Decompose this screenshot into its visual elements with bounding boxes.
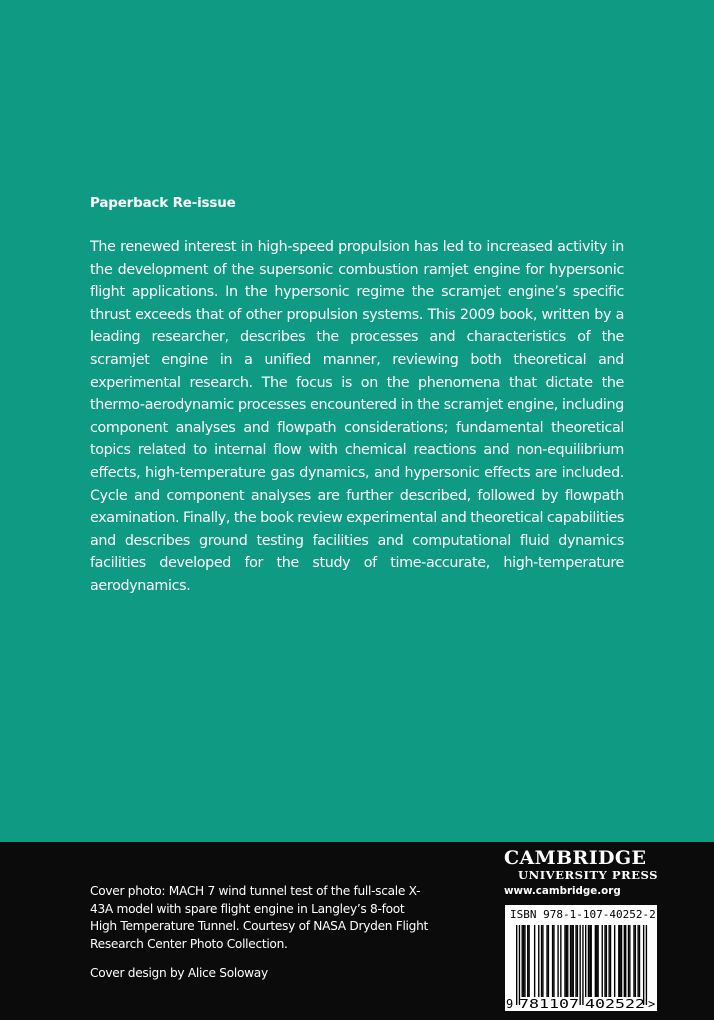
barcode-bar bbox=[629, 925, 630, 997]
barcode-bar bbox=[621, 925, 622, 997]
barcode-digits-right: 402522 bbox=[585, 997, 645, 1011]
barcode-bar bbox=[567, 925, 568, 997]
barcode-bar bbox=[595, 925, 596, 997]
barcode-bar bbox=[608, 925, 609, 997]
barcode-bar bbox=[588, 925, 589, 997]
barcode-bar bbox=[564, 925, 565, 997]
publisher-name: CAMBRIDGE bbox=[504, 847, 647, 869]
barcode-bar bbox=[538, 925, 539, 997]
barcode-bar bbox=[546, 925, 547, 997]
barcode-bar bbox=[637, 925, 638, 997]
isbn-label: ISBN 978-1-107-40252-2 bbox=[510, 908, 656, 921]
barcode-bar bbox=[624, 925, 625, 997]
barcode-bar bbox=[566, 925, 567, 997]
barcode-bar bbox=[557, 925, 558, 997]
barcode-bar bbox=[625, 925, 626, 997]
barcode-bar bbox=[553, 925, 554, 997]
reissue-heading: Paperback Re-issue bbox=[90, 195, 236, 211]
barcode-bar bbox=[534, 925, 535, 997]
barcode-bar bbox=[571, 925, 572, 997]
barcode-bar bbox=[524, 925, 525, 997]
barcode-bar bbox=[552, 925, 553, 997]
barcode-bar bbox=[542, 925, 543, 997]
publisher-logo bbox=[504, 848, 658, 898]
barcode-bar bbox=[519, 925, 520, 1005]
barcode-bar bbox=[560, 925, 561, 997]
barcode-bar bbox=[589, 925, 590, 997]
barcode-digits-left: 781107 bbox=[519, 997, 579, 1011]
barcode-bar bbox=[633, 925, 634, 997]
footer-band bbox=[0, 842, 714, 1020]
barcode-bar bbox=[575, 925, 576, 997]
barcode-bar bbox=[635, 925, 636, 997]
barcode-bars bbox=[505, 905, 657, 1011]
barcode-bar bbox=[614, 925, 615, 997]
barcode-bar bbox=[577, 925, 578, 997]
publisher-url: www.cambridge.org bbox=[504, 885, 621, 897]
barcode-bar bbox=[582, 925, 583, 1005]
barcode-bar bbox=[618, 925, 619, 997]
barcode-bar bbox=[522, 925, 523, 997]
barcode-bar bbox=[570, 925, 571, 997]
barcode-bar bbox=[579, 925, 580, 1005]
book-description: The renewed interest in high-speed propulsion has led to increased activity in the development of the supersonic combustion ramjet engine for hypersonic flight applications. In the hypersonic regime the scramjet engine’s specific thrust exceeds that of other propulsion systems. This 2009 book, written by a leading researcher, describes the processes and characteristics of the scramjet engine in a unified manner, reviewing both theoretical and experimental research. The focus is on the phenomena that dictate the thermo-aerodynamic processes encountered in the scramjet engine, including component analyses and flowpath considerations; fundamental theoretical topics related to internal flow with chemical reactions and non-equilibrium effects, high-temperature gas dynamics, and hypersonic effects are included. Cycle and component analyses are further described, followed by flowpath examination. Finally, the book review experimental and theoretical capabilities and describes ground testing facilities and computational fluid dynamics facilities developed for the study of time-accurate, high-temperature aerodynamics. bbox=[90, 239, 624, 594]
barcode-bar bbox=[528, 925, 529, 997]
barcode-bar bbox=[602, 925, 603, 997]
barcode-bar bbox=[620, 925, 621, 997]
barcode-bar bbox=[523, 925, 524, 997]
barcode-bar bbox=[541, 925, 542, 997]
barcode-bar bbox=[591, 925, 592, 997]
barcode-bar bbox=[548, 925, 549, 997]
barcode-bar bbox=[585, 925, 586, 997]
barcode-bar bbox=[628, 925, 629, 997]
barcode-bar bbox=[596, 925, 597, 997]
barcode-bar bbox=[573, 925, 574, 997]
barcode bbox=[505, 905, 657, 1011]
barcode-bar bbox=[597, 925, 598, 997]
barcode-digit-prefix: 9 bbox=[506, 997, 514, 1011]
barcode-bar bbox=[646, 925, 647, 1005]
publisher-subtitle: UNIVERSITY PRESS bbox=[517, 868, 658, 882]
barcode-bar bbox=[527, 925, 528, 997]
barcode-bar bbox=[516, 925, 517, 1005]
barcode-bar bbox=[610, 925, 611, 997]
barcode-bar bbox=[606, 925, 607, 997]
cover-photo-credit: Cover photo: MACH 7 wind tunnel test of the full-scale X-43A model with spare flight engine in Langley’s 8-foot High Temperature Tunnel. Courtesy of NASA Dryden Flight Research Center Photo Collection. bbox=[90, 884, 428, 951]
barcode-bar bbox=[643, 925, 644, 1005]
cover-design-credit: Cover design by Alice Soloway bbox=[90, 966, 268, 980]
barcode-bar bbox=[639, 925, 640, 997]
barcode-bar bbox=[604, 925, 605, 997]
barcode-digit-suffix: > bbox=[648, 997, 656, 1011]
